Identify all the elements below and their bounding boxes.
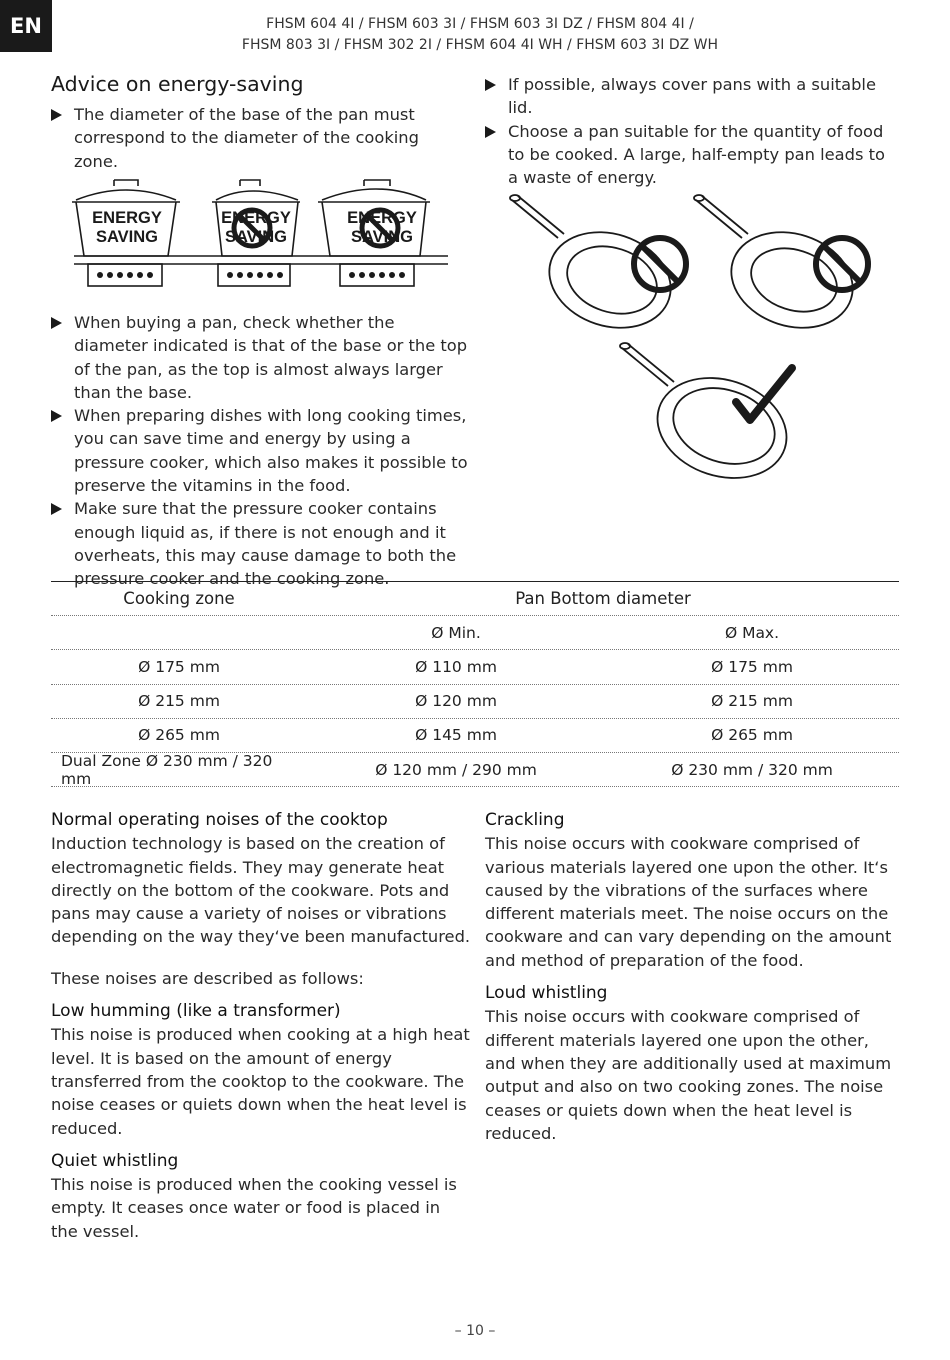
column-header-max: Ø Max. [724, 623, 780, 642]
low-humming-title: Low humming (like a transformer) [51, 1001, 341, 1022]
loud-whistling-title: Loud whistling [485, 983, 608, 1004]
low-humming-text: This noise is produced when cooking at a high heat level. It is based on the amount of energy transferred from the cooktop to the cookware. The noise ceases or quiets down when the heat level is reduced. [51, 1025, 470, 1138]
bullet-item: If possible, always cover pans with a suitable lid. [485, 73, 895, 120]
column-header-cooking-zone: Cooking zone [123, 589, 235, 609]
table-row [51, 685, 899, 719]
pans-lid-illustration [500, 188, 900, 500]
cell-min: Ø 120 mm / 290 mm [375, 760, 537, 779]
cell-max: Ø 175 mm [711, 657, 793, 676]
column-header-min: Ø Min. [431, 623, 481, 642]
table-row [51, 753, 899, 787]
cell-zone: Ø 265 mm [138, 726, 220, 745]
triangle-bullet-icon [485, 126, 496, 138]
triangle-bullet-icon [485, 79, 496, 91]
noises-right-column [485, 809, 895, 1145]
pot-label-6: SAVING [350, 228, 414, 246]
bullet-list-right [485, 73, 895, 189]
cell-zone: Ø 175 mm [138, 657, 220, 676]
bullet-item: Make sure that the pressure cooker contains enough liquid as, if there is not enough and it overheats, this may cause damage to both the pressure cooker and the cooking zone. [51, 497, 471, 590]
cell-max: Ø 215 mm [711, 692, 793, 711]
column-header-pan-diameter: Pan Bottom diameter [515, 589, 691, 609]
pan-diameter-table [51, 581, 899, 787]
noises-intro: Induction technology is based on the creation of electromagnetic fields. They may generate heat directly on the bottom of the cookware. Pots and pans may cause a variety of noises or vibrations depending on the way they‘ve been manufactured. [51, 834, 471, 947]
table-subheader-row [51, 616, 899, 650]
bullet-item: When buying a pan, check whether the diameter indicated is that of the base or the top of the pan, as the top is almost always larger than the base. [51, 311, 471, 404]
cell-min: Ø 120 mm [415, 692, 497, 711]
cell-max: Ø 265 mm [711, 726, 793, 745]
pot-label-1: ENERGY [92, 209, 162, 227]
noises-heading: Normal operating noises of the cooktop [51, 810, 388, 830]
bullet-list-left [51, 103, 461, 173]
triangle-bullet-icon [51, 410, 62, 422]
table-header-row [51, 582, 899, 616]
bullet-item: Choose a pan suitable for the quantity of food to be cooked. A large, half-empty pan leads to a waste of energy. [485, 120, 895, 190]
checkmark-icon [736, 368, 792, 420]
pot-label-5: ENERGY [347, 209, 417, 227]
pot-label-4: SAVING [224, 228, 288, 246]
language-badge: EN [0, 0, 52, 52]
quiet-whistling-title: Quiet whistling [51, 1150, 179, 1171]
crackling-title: Crackling [485, 810, 565, 830]
quiet-whistling-text: This noise is produced when the cooking vessel is empty. It ceases once water or food is placed in the vessel. [51, 1175, 457, 1241]
bullet-item: The diameter of the base of the pan must correspond to the diameter of the cooking zone. [51, 103, 461, 173]
triangle-bullet-icon [51, 317, 62, 329]
pots-on-cooktop-illustration [70, 172, 450, 294]
pot-label-3: ENERGY [221, 209, 291, 227]
page-number: – 10 – [454, 1323, 496, 1339]
bullet-list-middle [51, 311, 471, 591]
triangle-bullet-icon [51, 503, 62, 515]
noises-described: These noises are described as follows: [51, 968, 364, 988]
cell-zone: Ø 215 mm [138, 692, 220, 711]
pot-label-2: SAVING [95, 228, 159, 246]
bullet-item: When preparing dishes with long cooking times, you can save time and energy by using a pressure cooker, which also makes it possible to preserve the vitamins in the food. [51, 404, 471, 497]
cell-min: Ø 110 mm [415, 657, 497, 676]
crackling-text: This noise occurs with cookware comprised of various materials layered one upon the other. It‘s caused by the vibrations of the surfaces where different materials meet. The noise occurs on the cookware and can vary depending on the amount and method of preparation of the food. [485, 834, 892, 970]
loud-whistling-text: This noise occurs with cookware comprised of different materials layered one upon the other, and when they are additionally used at maximum output and also on two cooking zones. The noise ceases or quiets down when the heat level is reduced. [485, 1007, 892, 1143]
noises-left-column [51, 809, 471, 1243]
cell-zone: Dual Zone Ø 230 mm / 320 mm [61, 751, 273, 788]
table-row [51, 719, 899, 753]
cell-max: Ø 230 mm / 320 mm [671, 760, 833, 779]
model-line-2: FHSM 803 3I / FHSM 302 2I / FHSM 604 4I WH / FHSM 603 3I DZ WH [241, 37, 719, 53]
model-line-1: FHSM 604 4I / FHSM 603 3I / FHSM 603 3I DZ / FHSM 804 4I / [266, 16, 694, 32]
model-list [200, 14, 760, 56]
table-row [51, 650, 899, 684]
cell-min: Ø 145 mm [415, 726, 497, 745]
triangle-bullet-icon [51, 109, 62, 121]
section-title-energy-saving: Advice on energy-saving [51, 72, 304, 96]
